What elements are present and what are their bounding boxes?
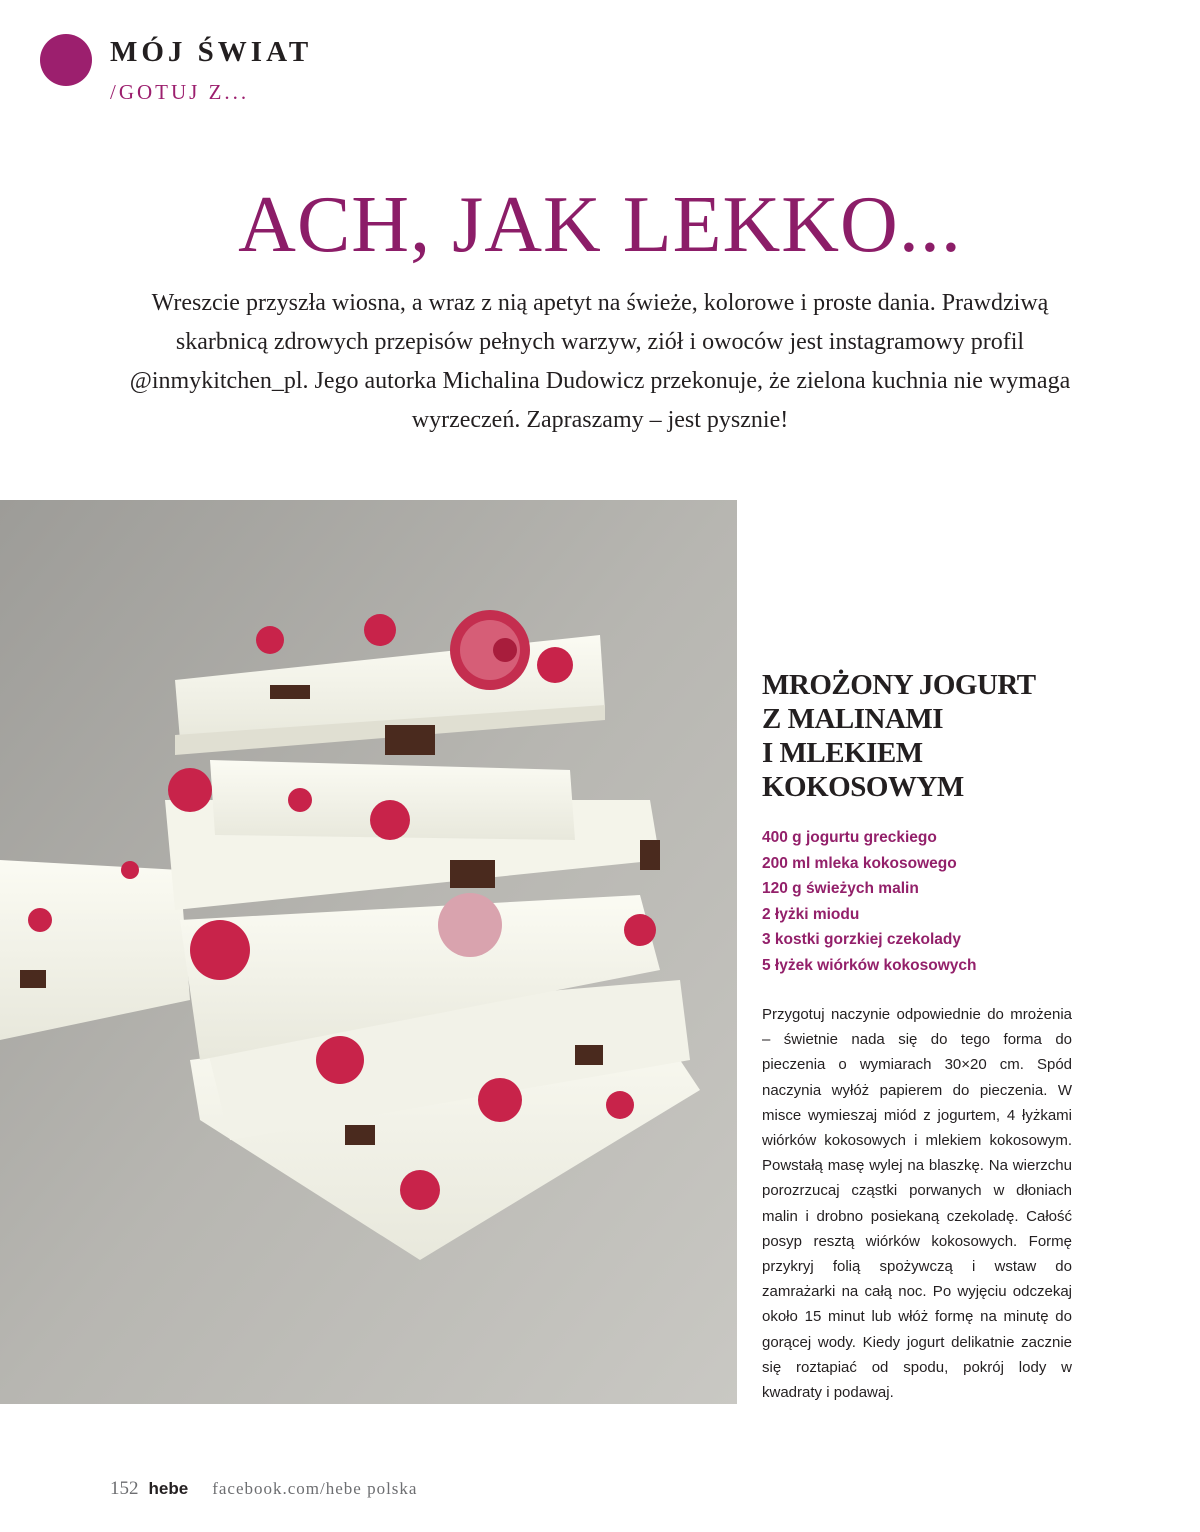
recipe-photo <box>0 500 737 1404</box>
page-number: 152 <box>110 1478 139 1499</box>
social-link: facebook.com/hebe polska <box>212 1479 418 1498</box>
recipe-instructions: Przygotuj naczynie odpowiednie do mrożenia – świetnie nada się do tego forma do pieczenia o wymiarach 30×20 cm. Spód naczynia wyłóż papierem do pieczenia. W misce wymieszaj miód z jogurtem, 4 łyżkami wiórków kokosowych i mlekiem kokosowym. Powstałą masę wylej na blaszkę. Na wierzchu porozrzucaj cząstki porwanych w dłoniach malin i drobno posiekaną czekoladę. Całość posyp resztą wiórków kokosowych. Formę przykryj folią spożywczą i wstaw do zamrażarki na całą noc. Po wyjęciu odczekaj około 15 minut lub włóż formę na minutę do gorącej wody. Kiedy jogurt delikatnie zacznie się roztapiać od spodu, pokrój lody w kwadraty i podawaj. <box>762 1006 1072 1402</box>
ingredient-item: 120 g świeżych malin <box>762 880 919 898</box>
section-marker-dot <box>40 34 92 86</box>
recipe-title-line: Z MALINAMI <box>762 703 944 735</box>
ingredient-item: 2 łyżki miodu <box>762 905 860 923</box>
section-subtitle: /GOTUJ Z... <box>110 80 250 104</box>
recipe-title-line: KOKOSOWYM <box>762 771 964 803</box>
frozen-yogurt-bark-image <box>0 500 737 1404</box>
brand-logo: hebe <box>148 1479 189 1498</box>
article-lead: Wreszcie przyszła wiosna, a wraz z nią apetyt na świeże, kolorowe i proste dania. Prawdziwą skarbnicą zdrowych przepisów pełnych warzyw, ziół i owoców jest instagramowy profil @inmykitchen_pl. Jego autorka Michalina Dudowicz przekonuje, że zielona kuchnia nie wymaga wyrzeczeń. Zapraszamy – jest pysznie! <box>129 290 1071 433</box>
article-headline: ACH, JAK LEKKO... <box>238 181 962 269</box>
recipe-title-line: I MLEKIEM <box>762 737 923 769</box>
ingredient-item: 5 łyżek wiórków kokosowych <box>762 956 977 974</box>
ingredient-item: 200 ml mleka kokosowego <box>762 854 957 872</box>
ingredient-item: 3 kostki gorzkiej czekolady <box>762 931 962 949</box>
page-footer <box>110 1478 417 1500</box>
section-title: MÓJ ŚWIAT <box>110 36 313 68</box>
ingredient-list <box>762 825 1092 979</box>
ingredient-item: 400 g jogurtu greckiego <box>762 829 937 846</box>
recipe-title <box>762 668 1092 804</box>
recipe-title-line: MROŻONY JOGURT <box>762 669 1036 701</box>
